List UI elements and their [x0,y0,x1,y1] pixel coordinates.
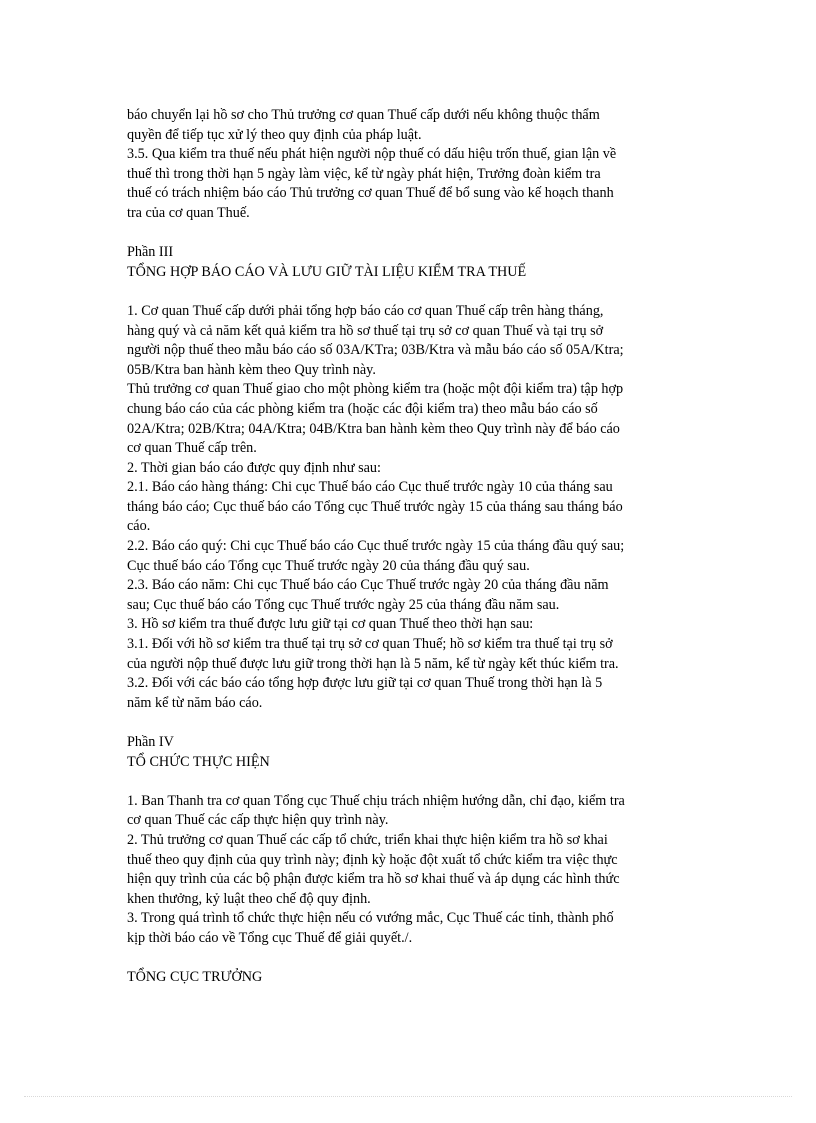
text-line: cơ quan Thuế các cấp thực hiện quy trình này. [127,812,389,829]
text-line: 2. Thời gian báo cáo được quy định như sau: [127,459,381,476]
signature-title: TỔNG CỤC TRƯỞNG [127,969,263,986]
text-line: thuế theo quy định của quy trình này; định kỳ hoặc đột xuất tổ chức kiểm tra việc thực [127,851,618,868]
paragraph-gap [127,772,693,792]
text-line: Cục thuế báo cáo Tổng cục Thuế trước ngày 20 của tháng đầu quý sau. [127,557,530,574]
text-line: tháng báo cáo; Cục thuế báo cáo Tổng cục Thuế trước ngày 15 của tháng sau tháng báo [127,498,623,515]
part-title: TỔ CHỨC THỰC HIỆN [127,753,270,770]
part-label: Phần IV [127,734,174,750]
part-3-body [127,302,693,713]
text-line: quyền để tiếp tục xử lý theo quy định của pháp luật. [127,126,422,143]
paragraph-gap [127,282,693,302]
part-3-heading [127,243,693,282]
text-line: Thủ trưởng cơ quan Thuế giao cho một phòng kiểm tra (hoặc một đội kiểm tra) tập hợp [127,381,624,398]
document-body [127,106,693,988]
text-line: 3.5. Qua kiểm tra thuế nếu phát hiện người nộp thuế có dấu hiệu trốn thuế, gian lận về [127,146,617,163]
text-line: 3.1. Đối với hồ sơ kiểm tra thuế tại trụ sở cơ quan Thuế; hồ sơ kiểm tra thuế tại trụ sở [127,636,613,653]
text-line: 1. Ban Thanh tra cơ quan Tổng cục Thuế chịu trách nhiệm hướng dẫn, chỉ đạo, kiểm tra [127,792,625,809]
text-line: 2.1. Báo cáo hàng tháng: Chi cục Thuế báo cáo Cục thuế trước ngày 10 của tháng sau [127,479,613,496]
text-line: chung báo cáo của các phòng kiểm tra (hoặc các đội kiểm tra) theo mẫu báo cáo số [127,400,598,417]
text-line: thuế có trách nhiệm báo cáo Thủ trưởng cơ quan Thuế để bổ sung vào kế hoạch thanh [127,185,614,202]
text-line: hàng quý và cả năm kết quả kiểm tra hồ sơ thuế tại trụ sở cơ quan Thuế và tại trụ sở [127,322,604,339]
text-line: 2.3. Báo cáo năm: Chi cục Thuế báo cáo Cục Thuế trước ngày 20 của tháng đầu năm [127,577,609,594]
paragraph-gap [127,949,693,969]
page-bottom-divider [24,1096,792,1097]
text-line: hiện quy trình của các bộ phận được kiểm tra hồ sơ khai thuế và áp dụng các hình thức [127,871,620,888]
part-4-body [127,792,693,949]
text-line: thuế thì trong thời hạn 5 ngày làm việc, kể từ ngày phát hiện, Trưởng đoàn kiểm tra [127,165,601,182]
signature-block [127,968,693,988]
text-line: 3. Hồ sơ kiểm tra thuế được lưu giữ tại cơ quan Thuế theo thời hạn sau: [127,616,534,633]
text-line: 2.2. Báo cáo quý: Chi cục Thuế báo cáo Cục thuế trước ngày 15 của tháng đầu quý sau; [127,538,625,555]
intro-paragraphs [127,106,693,224]
text-line: người nộp thuế theo mẫu báo cáo số 03A/KTra; 03B/Ktra và mẫu báo cáo số 05A/Ktra; [127,342,624,359]
part-4-heading [127,733,693,772]
text-line: 3.2. Đối với các báo cáo tổng hợp được lưu giữ tại cơ quan Thuế trong thời hạn là 5 [127,675,603,692]
part-label: Phần III [127,244,174,261]
text-line: 05B/Ktra ban hành kèm theo Quy trình này. [127,361,376,378]
text-line: 02A/Ktra; 02B/Ktra; 04A/Ktra; 04B/Ktra ban hành kèm theo Quy trình này để báo cáo [127,420,620,437]
text-line: cáo. [127,518,151,535]
text-line: tra của cơ quan Thuế. [127,204,250,221]
text-line: kịp thời báo cáo về Tổng cục Thuế để giải quyết./. [127,929,413,946]
text-line: cơ quan Thuế cấp trên. [127,440,257,457]
text-line: 1. Cơ quan Thuế cấp dưới phải tổng hợp báo cáo cơ quan Thuế cấp trên hàng tháng, [127,302,604,319]
text-line: của người nộp thuế được lưu giữ trong thời hạn là 5 năm, kể từ ngày kết thúc kiểm tra. [127,655,619,672]
text-line: 2. Thủ trưởng cơ quan Thuế các cấp tổ chức, triển khai thực hiện kiểm tra hồ sơ khai [127,831,608,848]
text-line: sau; Cục thuế báo cáo Tổng cục Thuế trước ngày 25 của tháng đầu năm sau. [127,596,560,613]
text-line: năm kể từ năm báo cáo. [127,694,263,711]
text-line: báo chuyển lại hồ sơ cho Thủ trưởng cơ quan Thuế cấp dưới nếu không thuộc thẩm [127,107,600,123]
text-line: khen thưởng, kỷ luật theo chế độ quy định. [127,890,371,907]
part-title: TỔNG HỢP BÁO CÁO VÀ LƯU GIỮ TÀI LIỆU KIỂM TRA THUẾ [127,263,527,280]
paragraph-gap [127,713,693,733]
text-line: 3. Trong quá trình tổ chức thực hiện nếu có vướng mắc, Cục Thuế các tỉnh, thành phố [127,910,614,927]
paragraph-gap [127,224,693,244]
